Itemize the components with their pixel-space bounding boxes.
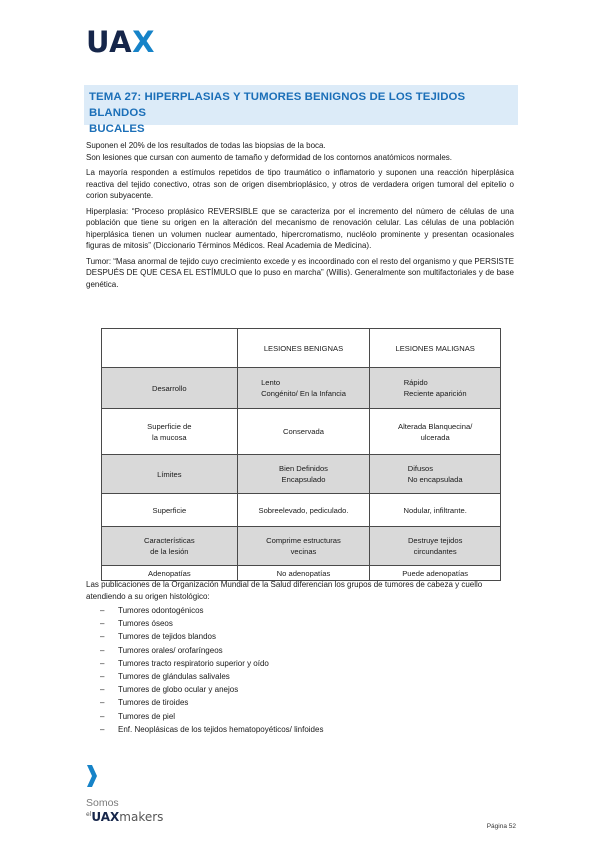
intro-text [86, 140, 514, 290]
section-title-banner [84, 85, 518, 135]
comparison-table [101, 328, 501, 581]
malign-cell: Destruye tejidos circundantes [370, 527, 501, 566]
table-header-row [102, 329, 501, 368]
uax-logo: UAX [86, 25, 155, 59]
hiperplasia-definition: Hiperplasia: “Proceso proplásico REVERSIBLE que se caracteriza por el incremento del número de células de una población que tiene su origen en la alteración del mecanismo de renovación celular. Las células de una población hiperplásica tienen un volumen nuclear aumentado, hipercromatismo, nucléolo prominente y presentan ocasionales figuras de mitosis” (Diccionario Términos Médicos. Real Academia de Medicina). [86, 206, 514, 250]
list-item: – Tumores de tejidos blandos [100, 632, 216, 642]
footer-brand: $^{el}$UAXmakers [86, 810, 164, 824]
intro-p1-line2: Son lesiones que cursan con aumento de tamaño y deformidad de los contornos anatómicos normales. [86, 152, 452, 162]
intro-p1-line1: Suponen el 20% de los resultados de todas las biopsias de la boca. [86, 141, 326, 150]
row-label: Superficie de la mucosa [102, 409, 238, 455]
table-header-empty [102, 329, 238, 368]
row-label: Adenopatías [102, 566, 238, 581]
tumor-groups-list [100, 604, 323, 736]
row-label: Características de la lesión [102, 527, 238, 566]
tumor-definition: Tumor: “Masa anormal de tejido cuyo crecimiento excede y es incoordinado con el resto del organismo y que PERSISTE DESPUÉS DE QUE CESA EL ESTÍMULO que lo puso en marcha” (Willis). Generalmente son multifactoriales y de base genética. [86, 256, 514, 289]
page-number: Página 52 [486, 823, 516, 830]
row-label: Límites [102, 455, 238, 494]
table-row [102, 455, 501, 494]
list-item: – Tumores de tiroides [100, 698, 189, 708]
malign-cell: Nodular, infiltrante. [370, 494, 501, 527]
list-item: – Tumores de piel [100, 711, 176, 721]
list-item: – Tumores de globo ocular y anejos [100, 685, 239, 695]
benign-cell: Conservada [237, 409, 370, 455]
row-label: Desarrollo [102, 368, 238, 409]
intro-p2: La mayoría responden a estímulos repetidos de tipo traumático o inflamatorio y suponen una reacción hiperplásica reactiva del tejido conectivo, otras son de origen disembrioplásico, y otros de verdadera origen tumoral del epitelio o corion subyacente. [86, 168, 514, 200]
malign-cell: Puede adenopatías [370, 566, 501, 581]
classification-intro: Las publicaciones de la Organización Mundial de la Salud diferencian los grupos de tumores de cabeza y cuello atendiendo a su origen histológico: [86, 580, 483, 601]
table-header-benign: LESIONES BENIGNAS [237, 329, 370, 368]
table-row [102, 368, 501, 409]
benign-cell: Lento Congénito/ En la Infancia [237, 368, 370, 409]
benign-cell: Comprime estructuras vecinas [237, 527, 370, 566]
chevron-right-icon [86, 765, 98, 787]
list-item: – Tumores odontogénicos [100, 606, 204, 615]
list-item: – Tumores orales/ orofaríngeos [100, 645, 223, 655]
malign-cell: Difusos No encapsulada [370, 455, 501, 494]
list-item: – Tumores óseos [100, 619, 173, 629]
list-item: – Enf. Neoplásicas de los tejidos hematopoyéticos/ linfoides [100, 724, 324, 734]
table-row [102, 409, 501, 455]
malign-cell: Rápido Reciente aparición [370, 368, 501, 409]
benign-cell: No adenopatías [237, 566, 370, 581]
list-item: – Tumores de glándulas salivales [100, 672, 230, 682]
footer-somos: Somos [86, 797, 119, 809]
malign-cell: Alterada Blanquecina/ ulcerada [370, 409, 501, 455]
row-label: Superficie [102, 494, 238, 527]
table-header-malign: LESIONES MALIGNAS [370, 329, 501, 368]
benign-cell: Bien Definidos Encapsulado [237, 455, 370, 494]
section-title: TEMA 27: HIPERPLASIAS Y TUMORES BENIGNOS DE LOS TEJIDOS BLANDOS BUCALES [89, 91, 466, 135]
benign-cell: Sobreelevado, pediculado. [237, 494, 370, 527]
table-row [102, 527, 501, 566]
list-item: – Tumores tracto respiratorio superior y oído [100, 658, 269, 668]
table-row [102, 494, 501, 527]
